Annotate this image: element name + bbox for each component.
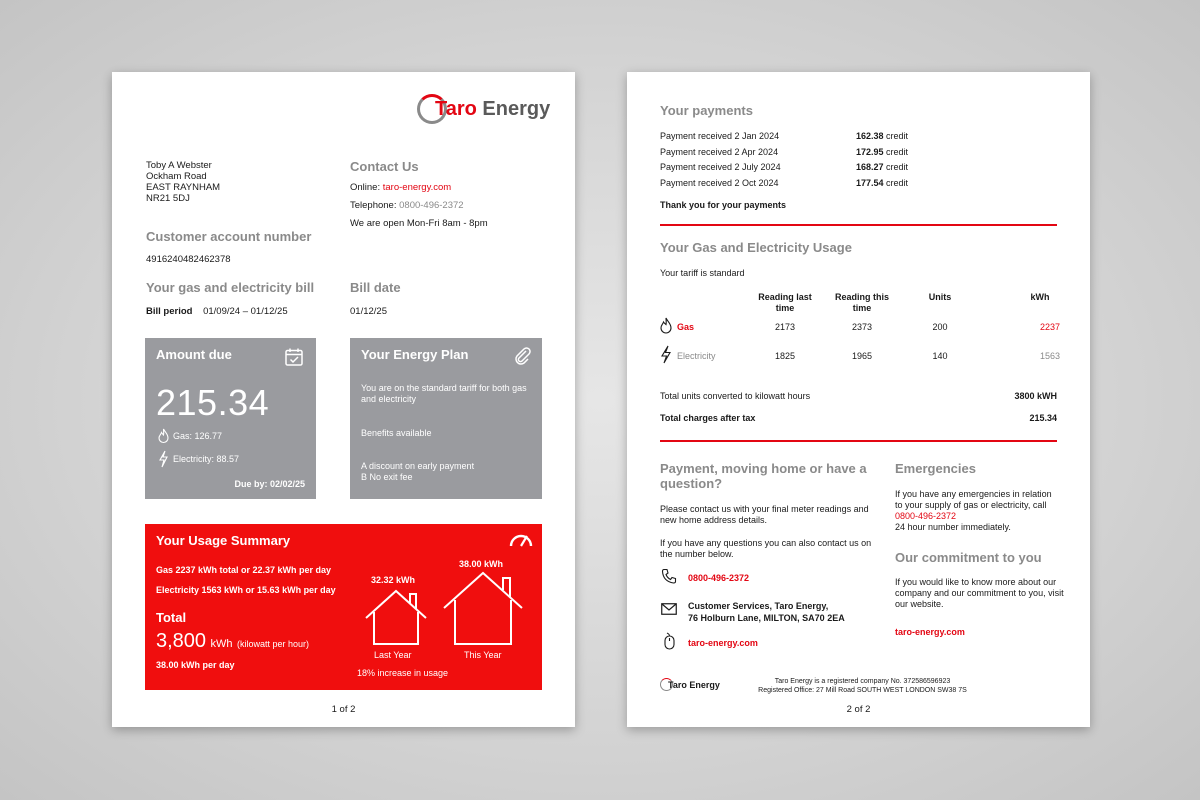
- postal-address: [688, 600, 845, 624]
- payment-suffix: credit: [883, 162, 909, 172]
- col-header-this: Reading this time: [834, 292, 889, 313]
- usage-total-value: 3,800: [156, 630, 207, 652]
- address-line: 76 Holburn Lane, MILTON, SA70 2EA: [688, 613, 845, 623]
- house-large-icon: [442, 570, 524, 646]
- taro-energy-logo-small: [660, 678, 720, 691]
- col-header-kwh: kWh: [1030, 292, 1050, 302]
- col-header-last: Reading last time: [758, 292, 812, 313]
- phone-label: Telephone:: [350, 200, 400, 211]
- logo-text-second: Energy: [686, 679, 720, 690]
- envelope-icon: [661, 603, 677, 615]
- amount-due-box: [145, 338, 316, 499]
- page-number: 2 of 2: [846, 704, 871, 715]
- emergencies-text: [895, 489, 1060, 533]
- bill-page-1: [112, 72, 575, 727]
- contact-online: [350, 182, 451, 193]
- taro-energy-logo: [417, 94, 551, 124]
- company-registration: Taro Energy is a registered company No. 372586596923: [774, 678, 951, 685]
- row-gas-this: 2373: [851, 322, 873, 332]
- row-electricity-units: 140: [932, 351, 948, 361]
- plan-tariff-text: You are on the standard tariff for both gas and electricity: [361, 383, 527, 404]
- flame-icon: [660, 317, 672, 334]
- payments-thanks: Thank you for your payments: [660, 200, 787, 210]
- commitment-website-link[interactable]: taro-energy.com: [895, 627, 965, 637]
- usage-summary-title: Your Usage Summary: [156, 533, 291, 548]
- phone-link[interactable]: 0800-496-2372: [399, 200, 464, 211]
- bill-date-value: 01/12/25: [350, 306, 387, 317]
- tariff-text: Your tariff is standard: [660, 268, 745, 278]
- company-footer: [755, 677, 970, 695]
- this-year-value: 38.00 kWh: [459, 559, 504, 569]
- bill-period: [146, 306, 288, 317]
- mouse-icon: [664, 632, 675, 650]
- moving-text-2: If you have any questions you can also contact us on the number below.: [660, 538, 872, 559]
- payment-amount: 168.27: [856, 162, 884, 172]
- usage-summary-box: [145, 524, 542, 690]
- registered-office: Registered Office: 27 Mill Road SOUTH WEST LONDON SW38 7S: [758, 687, 967, 694]
- account-number: 4916240482462378: [146, 254, 231, 265]
- contact-phone: [350, 200, 464, 211]
- electricity-amount: Electricity: 88.57: [173, 454, 240, 464]
- amount-due-title: Amount due: [156, 347, 232, 362]
- usage-table: [660, 292, 1060, 372]
- phone-icon: [661, 568, 677, 584]
- logo-text-red: Taro: [435, 97, 477, 120]
- address-line: EAST RAYNHAM: [146, 182, 221, 193]
- house-small-icon: [364, 588, 428, 646]
- plan-benefit-a: A discount on early payment: [361, 461, 475, 471]
- usage-total-unit-note: (kilowatt per hour): [236, 639, 309, 649]
- usage-per-day: 38.00 kWh per day: [156, 660, 235, 670]
- energy-plan-box: [350, 338, 542, 499]
- payment-amount: 177.54: [856, 178, 884, 188]
- contact-hours: We are open Mon-Fri 8am - 8pm: [350, 218, 488, 229]
- section-divider: [660, 224, 1057, 226]
- lightning-icon: [158, 450, 169, 468]
- usage-electricity-line: Electricity 1563 kWh or 15.63 kWh per day: [156, 585, 336, 595]
- payment-amount: 172.95: [856, 147, 884, 157]
- website-link[interactable]: taro-energy.com: [382, 182, 452, 193]
- bill-heading: Your gas and electricity bill: [146, 280, 315, 295]
- moving-heading: Payment, moving home or have a question?: [660, 461, 867, 491]
- last-year-label: Last Year: [374, 650, 412, 660]
- commitment-heading: Our commitment to you: [895, 550, 1042, 565]
- payment-label: Payment received 2 Oct 2024: [660, 178, 779, 188]
- row-electricity-last: 1825: [774, 351, 796, 361]
- payment-suffix: credit: [883, 131, 909, 141]
- gas-amount-row: [158, 428, 222, 444]
- logo-text-grey: Energy: [476, 97, 551, 120]
- account-heading: Customer account number: [146, 229, 312, 244]
- usage-heading: Your Gas and Electricity Usage: [660, 240, 852, 255]
- address-line: Customer Services, Taro Energy,: [688, 601, 829, 611]
- commitment-text: If you would like to know more about our company and our commitment to you, visit our website.: [895, 577, 1064, 609]
- col-header-units: Units: [928, 292, 952, 302]
- bill-period-value: 01/09/24 – 01/12/25: [203, 306, 288, 317]
- total-charges-value: 215.34: [1029, 413, 1057, 423]
- moving-website-link[interactable]: taro-energy.com: [688, 638, 758, 648]
- usage-total-label: Total: [156, 610, 187, 625]
- gas-amount: Gas: 126.77: [173, 431, 223, 441]
- row-gas-name: Gas: [677, 322, 695, 332]
- this-year-label: This Year: [464, 650, 502, 660]
- bill-page-2: [627, 72, 1090, 727]
- logo-text-first: Taro: [668, 679, 687, 690]
- row-electricity-name: Electricity: [677, 351, 716, 361]
- total-units-label: Total units converted to kilowatt hours: [660, 391, 811, 401]
- emergencies-text-2: 24 hour number immediately.: [895, 522, 1011, 532]
- moving-phone-link[interactable]: 0800-496-2372: [688, 573, 750, 583]
- payments-heading: Your payments: [660, 103, 753, 118]
- row-gas-kwh: 2237: [1039, 322, 1060, 332]
- energy-plan-title: Your Energy Plan: [361, 347, 469, 362]
- last-year-value: 32.32 kWh: [371, 575, 416, 585]
- usage-total: [156, 630, 309, 653]
- speedometer-icon: [508, 530, 534, 548]
- contact-heading: Contact Us: [350, 159, 419, 174]
- usage-gas-line: Gas 2237 kWh total or 22.37 kWh per day: [156, 565, 332, 575]
- amount-due-value: 215.34: [156, 382, 270, 423]
- usage-increase: 18% increase in usage: [357, 668, 449, 678]
- moving-text-1: Please contact us with your final meter readings and new home address details.: [660, 504, 869, 525]
- payment-label: Payment received 2 July 2024: [660, 162, 781, 172]
- paperclip-icon: [512, 346, 532, 366]
- payment-suffix: credit: [883, 178, 909, 188]
- total-charges-label: Total charges after tax: [660, 413, 756, 423]
- plan-benefits: Benefits available: [361, 428, 432, 438]
- emergencies-phone-link[interactable]: 0800-496-2372: [895, 511, 957, 521]
- due-date: Due by: 02/02/25: [234, 479, 305, 489]
- payment-label: Payment received 2 Apr 2024: [660, 147, 779, 157]
- page-number: 1 of 2: [331, 704, 356, 715]
- row-electricity-this: 1965: [851, 351, 873, 361]
- row-gas-last: 2173: [774, 322, 796, 332]
- electricity-amount-row: [158, 450, 239, 468]
- bill-period-label: Bill period: [146, 306, 193, 317]
- payment-suffix: credit: [883, 147, 909, 157]
- customer-address: [146, 160, 220, 204]
- plan-benefit-b: B No exit fee: [361, 472, 413, 482]
- payment-amount: 162.38: [856, 131, 884, 141]
- bill-date-heading: Bill date: [350, 280, 401, 295]
- lightning-icon: [660, 345, 672, 364]
- address-line: NR21 5DJ: [146, 193, 190, 204]
- online-label: Online:: [350, 182, 383, 193]
- row-gas-units: 200: [932, 322, 948, 332]
- address-line: Toby A Webster: [146, 160, 212, 171]
- flame-icon: [158, 428, 169, 444]
- calendar-check-icon: [284, 347, 304, 367]
- total-units-value: 3800 kWH: [1014, 391, 1057, 401]
- address-line: Ockham Road: [146, 171, 207, 182]
- section-divider: [660, 440, 1057, 442]
- emergencies-heading: Emergencies: [895, 461, 976, 476]
- payment-label: Payment received 2 Jan 2024: [660, 131, 780, 141]
- emergencies-text-1: If you have any emergencies in relation to your supply of gas or electricity, call: [895, 489, 1052, 510]
- usage-total-unit: kWh: [210, 638, 233, 650]
- row-electricity-kwh: 1563: [1039, 351, 1060, 361]
